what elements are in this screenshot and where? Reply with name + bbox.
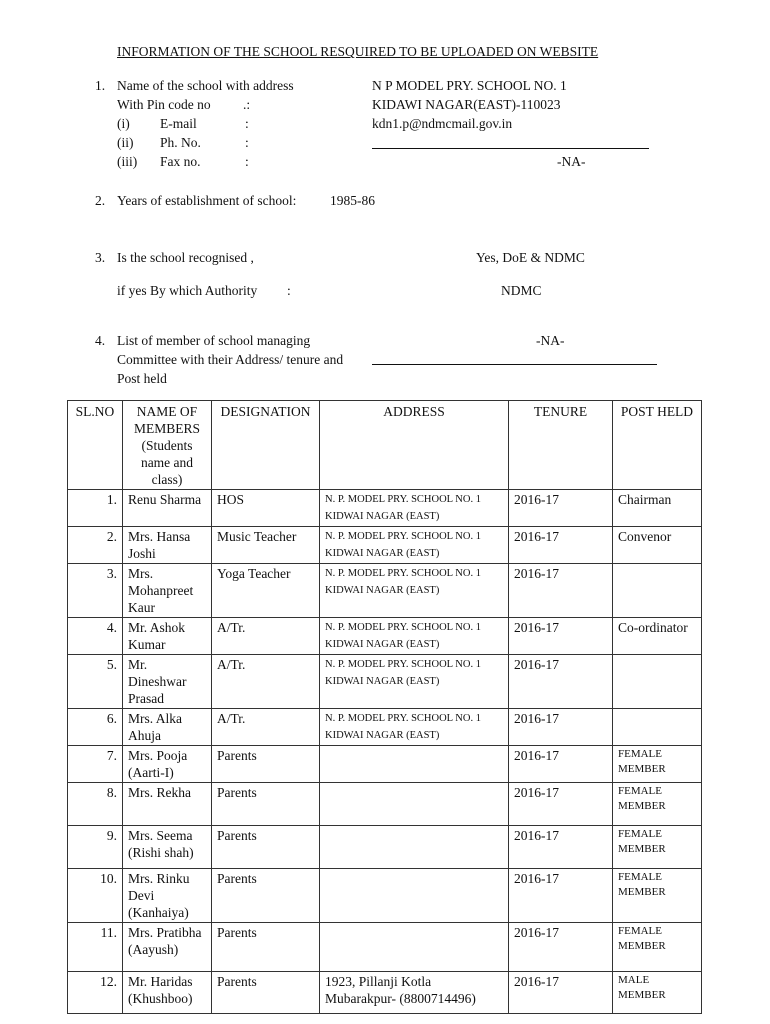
row-tenure: 2016-17 (509, 869, 613, 923)
table-header-row (68, 401, 702, 490)
row-tenure: 2016-17 (509, 783, 613, 826)
q2-number: 2. (95, 193, 106, 208)
row-member-name: Mrs. Mohanpreet Kaur (123, 564, 212, 618)
row-member-name: Mr. Haridas (Khushboo) (123, 972, 212, 1014)
school-address: KIDAWI NAGAR(EAST)-110023 (372, 97, 561, 112)
row-post-held: Convenor (613, 527, 702, 564)
table-row (68, 655, 702, 709)
header-sl-no: SL.NO (68, 401, 123, 490)
row-designation: A/Tr. (212, 618, 320, 655)
row-address: N. P. MODEL PRY. SCHOOL NO. 1 KIDWAI NAGAR (EAST) (320, 564, 509, 618)
row-tenure: 2016-17 (509, 490, 613, 527)
header-name-of-members: NAME OF MEMBERS (Students name and class) (123, 401, 212, 490)
row-member-name: Mrs. Pratibha (Aayush) (123, 923, 212, 972)
row-sl-no: 5. (68, 655, 123, 709)
row-designation: Parents (212, 869, 320, 923)
row-address: N. P. MODEL PRY. SCHOOL NO. 1 KIDWAI NAGAR (EAST) (320, 655, 509, 709)
row-member-name: Mrs. Rinku Devi (Kanhaiya) (123, 869, 212, 923)
q1-label-name: Name of the school with address (117, 78, 294, 93)
recognition-value: Yes, DoE & NDMC (476, 250, 585, 265)
fax-value: -NA- (557, 154, 586, 169)
row-designation: A/Tr. (212, 709, 320, 746)
q1-phone-index: (ii) (117, 135, 134, 150)
q3-label: Is the school recognised , (117, 250, 254, 265)
q1-fax-index: (iii) (117, 154, 138, 169)
row-address (320, 869, 509, 923)
row-post-held: Chairman (613, 490, 702, 527)
row-sl-no: 1. (68, 490, 123, 527)
row-designation: Parents (212, 972, 320, 1014)
row-address (320, 826, 509, 869)
row-designation: Parents (212, 746, 320, 783)
q1-fax-colon: : (245, 154, 249, 169)
row-sl-no: 10. (68, 869, 123, 923)
q3-authority-label: if yes By which Authority (117, 283, 258, 298)
row-member-name: Mrs. Alka Ahuja (123, 709, 212, 746)
row-post-held: FEMALE MEMBER (613, 826, 702, 869)
table-row (68, 972, 702, 1014)
q3-number: 3. (95, 250, 106, 265)
row-post-held: FEMALE MEMBER (613, 869, 702, 923)
q1-phone-colon: : (245, 135, 249, 150)
row-sl-no: 4. (68, 618, 123, 655)
table-row (68, 618, 702, 655)
table-row (68, 527, 702, 564)
row-tenure: 2016-17 (509, 709, 613, 746)
committee-value: -NA- (536, 333, 565, 348)
q3-authority-colon: : (287, 283, 291, 298)
row-designation: Parents (212, 783, 320, 826)
row-post-held: MALE MEMBER (613, 972, 702, 1014)
members-table (67, 400, 702, 1014)
phone-blank-line (372, 136, 649, 154)
row-address: 1923, Pillanji Kotla Mubarakpur- (8800714496) (320, 972, 509, 1014)
row-designation: HOS (212, 490, 320, 527)
row-member-name: Mrs. Pooja (Aarti-I) (123, 746, 212, 783)
committee-blank-line (372, 352, 657, 370)
table-row (68, 709, 702, 746)
table-row (68, 746, 702, 783)
row-post-held: FEMALE MEMBER (613, 923, 702, 972)
row-member-name: Mr. Ashok Kumar (123, 618, 212, 655)
row-tenure: 2016-17 (509, 972, 613, 1014)
row-tenure: 2016-17 (509, 746, 613, 783)
row-sl-no: 8. (68, 783, 123, 826)
q1-email-colon: : (245, 116, 249, 131)
row-sl-no: 7. (68, 746, 123, 783)
row-member-name: Mr. Dineshwar Prasad (123, 655, 212, 709)
school-name: N P MODEL PRY. SCHOOL NO. 1 (372, 78, 567, 93)
row-tenure: 2016-17 (509, 564, 613, 618)
row-post-held (613, 655, 702, 709)
q1-number: 1. (95, 78, 106, 93)
row-tenure: 2016-17 (509, 655, 613, 709)
table-row (68, 490, 702, 527)
q1-email-index: (i) (117, 116, 130, 131)
row-address: N. P. MODEL PRY. SCHOOL NO. 1 KIDWAI NAGAR (EAST) (320, 490, 509, 527)
q4-label-line2: Committee with their Address/ tenure and (117, 352, 344, 367)
row-tenure: 2016-17 (509, 618, 613, 655)
q4-number: 4. (95, 333, 106, 348)
header-address: ADDRESS (320, 401, 509, 490)
row-designation: Parents (212, 826, 320, 869)
row-post-held: Co-ordinator (613, 618, 702, 655)
row-address (320, 746, 509, 783)
row-sl-no: 9. (68, 826, 123, 869)
row-tenure: 2016-17 (509, 826, 613, 869)
row-address (320, 783, 509, 826)
row-member-name: Mrs. Seema (Rishi shah) (123, 826, 212, 869)
row-post-held: FEMALE MEMBER (613, 783, 702, 826)
q1-email-label: E-mail (160, 116, 197, 131)
row-post-held (613, 564, 702, 618)
row-post-held (613, 709, 702, 746)
row-member-name: Mrs. Rekha (123, 783, 212, 826)
school-email: kdn1.p@ndmcmail.gov.in (372, 116, 513, 131)
row-sl-no: 3. (68, 564, 123, 618)
row-address: N. P. MODEL PRY. SCHOOL NO. 1 KIDWAI NAGAR (EAST) (320, 709, 509, 746)
table-row (68, 869, 702, 923)
row-tenure: 2016-17 (509, 527, 613, 564)
table-row (68, 564, 702, 618)
authority-value: NDMC (501, 283, 542, 298)
row-sl-no: 6. (68, 709, 123, 746)
row-post-held: FEMALE MEMBER (613, 746, 702, 783)
q1-label-pin: With Pin code no (117, 97, 211, 112)
row-member-name: Mrs. Hansa Joshi (123, 527, 212, 564)
header-designation: DESIGNATION (212, 401, 320, 490)
header-post-held: POST HELD (613, 401, 702, 490)
table-row (68, 923, 702, 972)
header-tenure: TENURE (509, 401, 613, 490)
row-member-name: Renu Sharma (123, 490, 212, 527)
row-designation: Music Teacher (212, 527, 320, 564)
q1-fax-label: Fax no. (160, 154, 201, 169)
row-sl-no: 11. (68, 923, 123, 972)
row-designation: A/Tr. (212, 655, 320, 709)
q1-phone-label: Ph. No. (160, 135, 201, 150)
row-address: N. P. MODEL PRY. SCHOOL NO. 1 KIDWAI NAGAR (EAST) (320, 527, 509, 564)
q4-label-line1: List of member of school managing (117, 333, 311, 348)
row-tenure: 2016-17 (509, 923, 613, 972)
table-row (68, 826, 702, 869)
row-sl-no: 12. (68, 972, 123, 1014)
document-title: INFORMATION OF THE SCHOOL RESQUIRED TO BE UPLOADED ON WEBSITE (117, 44, 599, 59)
q1-pin-colon: .: (243, 97, 251, 112)
row-sl-no: 2. (68, 527, 123, 564)
row-designation: Yoga Teacher (212, 564, 320, 618)
row-address (320, 923, 509, 972)
table-row (68, 783, 702, 826)
q2-label: Years of establishment of school: (117, 193, 297, 208)
row-address: N. P. MODEL PRY. SCHOOL NO. 1 KIDWAI NAGAR (EAST) (320, 618, 509, 655)
row-designation: Parents (212, 923, 320, 972)
q4-label-line3: Post held (117, 371, 167, 386)
establishment-year: 1985-86 (330, 193, 375, 208)
